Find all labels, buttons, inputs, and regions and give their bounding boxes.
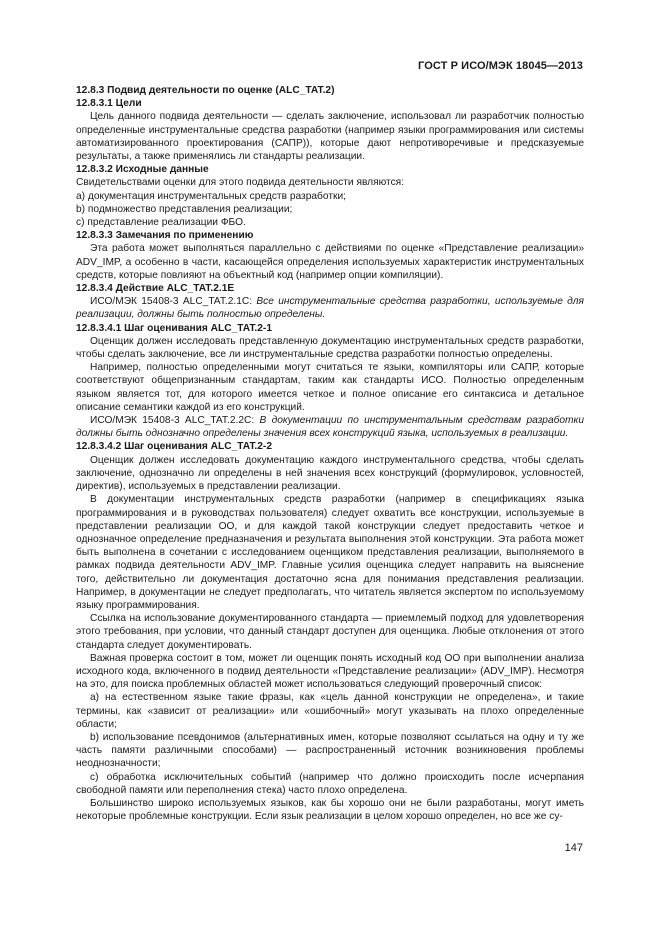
reference-requirement: В документации по инструментальным средствам разработки должны быть однозначно определены значения всех конструкций языка, используемых в реализации. bbox=[76, 415, 584, 440]
paragraph: Ссылка на использование документированного стандарта — приемлемый подход для удовлетворения этого требования, при условии, что данный стандарт доступен для оценщика. Любые отклонения от этого стандарта следует документировать. bbox=[76, 613, 584, 651]
subsection-heading: 12.8.3.4 Действие ALC_TAT.2.1E bbox=[76, 283, 235, 295]
paragraph: Большинство широко используемых языков, как бы хорошо они не были разработаны, могут иметь некоторые проблемные конструкции. Если язык реализации в целом хорошо определен, но все же су- bbox=[76, 797, 584, 823]
step-heading: 12.8.3.4.2 Шаг оценивания ALC_TAT.2-2 bbox=[76, 441, 272, 453]
subsection-heading: 12.8.3.3 Замечания по применению bbox=[76, 230, 254, 242]
paragraph: Эта работа может выполняться параллельно с действиями по оценке «Представление реализации» ADV_IMP, а особенно в части, касающейся определения используемых характеристик инструментальных средств, которые повлияют на объектный код (например опции компиляции). bbox=[76, 243, 584, 281]
subsection-heading: 12.8.3.1 Цели bbox=[76, 98, 142, 110]
page-content bbox=[76, 84, 584, 823]
standard-reference bbox=[76, 414, 584, 440]
paragraph: Важная проверка состоит в том, может ли оценщик понять исходный код ОО при выполнении анализа исходного кода, включенного в подвид деятельности «Представление реализации» (ADV_IMP). Несмотря на это, для поиска проблемных областей может использоваться следующий проверочный список: bbox=[76, 652, 584, 691]
checklist-item: с) обработка исключительных событий (например что должно происходить после исчерпания свободной памяти или переполнения стека) часто плохо определена. bbox=[76, 771, 584, 796]
paragraph: Цель данного подвида деятельности — сделать заключение, использовал ли разработчик полностью определенные инструментальные средства разработки (например языки программирования или системы автоматизированного проектирования (САПР)), которые дают непротиворечивые и предсказуемые результаты, а также применялись ли стандарты реализации. bbox=[76, 111, 584, 163]
page-header-standard: ГОСТ Р ИСО/МЭК 18045—2013 bbox=[418, 60, 583, 72]
standard-reference bbox=[76, 295, 584, 321]
subsection-heading: 12.8.3.2 Исходные данные bbox=[76, 164, 209, 176]
checklist-item: b) использование псевдонимов (альтернативных имен, которые позволяют ссылаться на одну и ту же часть памяти различными способами) — распространенный источник возникновения проблемы неоднозначности; bbox=[76, 731, 584, 770]
reference-code: ИСО/МЭК 15408-3 ALC_TAT.2.2C: bbox=[90, 415, 260, 427]
paragraph: Свидетельствами оценки для этого подвида деятельности являются: bbox=[76, 177, 405, 189]
paragraph: Оценщик должен исследовать документацию каждого инструментального средства, чтобы сделать заключение, однозначно ли определены в ней значения всех конструкций (формулировок, условностей, директив), используемых в представлении реализации. bbox=[76, 454, 584, 493]
list-item: а) документация инструментальных средств разработки; bbox=[76, 190, 346, 202]
paragraph: Например, полностью определенными могут считаться те языки, компиляторы или САПР, которые соответствуют общепризнанным стандартам, таким как стандарты ИСО. Полностью определенным языком является тот, для которого имеется четкое и полное описание его синтаксиса и детальное описание семантики каждой из его конструкций. bbox=[76, 362, 584, 413]
paragraph: Оценщик должен исследовать представленную документацию инструментальных средств разработки, чтобы сделать заключение, все ли инструментальные средства разработки полностью определены. bbox=[76, 335, 584, 361]
step-heading: 12.8.3.4.1 Шаг оценивания ALC_TAT.2-1 bbox=[76, 322, 272, 334]
paragraph: В документации инструментальных средств разработки (например в спецификациях языка программирования и в руководствах пользователя) следует охватить все конструкции, используемые в представлении реализации ОО, и для каждой такой конструкции следует предоставить четкое и однозначное определение предназначения и результата выполнения этой конструкции. Эта работа может быть выполнена в сочетании с исследованием оценщиком представления реализации, выполняемого в рамках подвида деятельности ADV_IMP. Главные усилия оценщика следует направить на выяснение того, действительно ли документация достаточно ясна для понимания представления реализации. Например, в документации не следует предполагать, что читатель является экспертом по используемому языку программирования. bbox=[76, 494, 584, 611]
section-heading: 12.8.3 Подвид деятельности по оценке (ALC_TAT.2) bbox=[76, 85, 335, 96]
reference-requirement: Все инструментальные средства разработки, используемые для реализации, должны быть полностью определены. bbox=[76, 296, 584, 321]
list-item: с) представление реализации ФБО. bbox=[76, 217, 246, 229]
page-number: 147 bbox=[564, 842, 583, 854]
checklist-item: а) на естественном языке такие фразы, как «цель данной конструкции не определена», и такие термины, как «зависит от реализации» или «ошибочный» могут указывать на плохо определенные области; bbox=[76, 692, 584, 730]
list-item: b) подмножество представления реализации; bbox=[76, 203, 293, 215]
reference-code: ИСО/МЭК 15408-3 ALC_TAT.2.1C: bbox=[90, 296, 257, 308]
